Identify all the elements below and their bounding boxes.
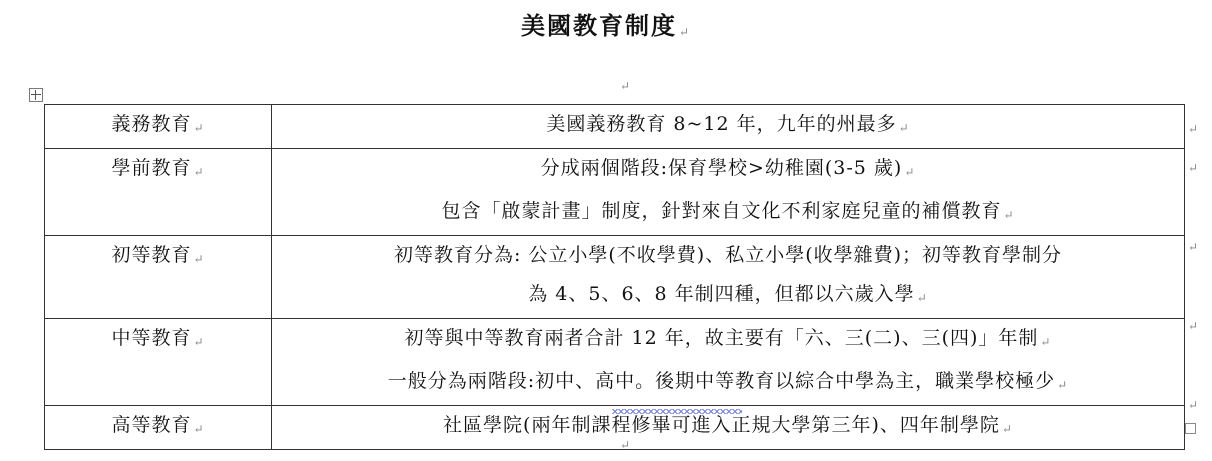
row-label: 高等教育 xyxy=(111,414,192,436)
title-text: 美國教育制度 xyxy=(520,11,677,40)
row-label-cell[interactable] xyxy=(45,105,272,149)
row-description-cell[interactable] xyxy=(272,105,1185,149)
description-line: 初等教育分為: 公立小學(不收學費)、私立小學(收學雜費)；初等教育學制分 xyxy=(393,244,1063,266)
paragraph-mark: ↵ xyxy=(898,121,910,135)
end-of-row-mark: ↵ xyxy=(1188,240,1199,254)
paragraph-mark: ↵ xyxy=(193,165,205,179)
table-row xyxy=(45,236,1185,319)
description-line: 一般分為兩階段:初中、高中。後期中等教育以綜合中學為主，職業學校極少 xyxy=(387,370,1056,392)
row-label-cell[interactable] xyxy=(45,236,272,319)
paragraph-mark: ↵ xyxy=(904,165,916,179)
row-label-cell[interactable] xyxy=(45,319,272,406)
description-line: 社區學院(兩年制課程修畢可進入正規大學第三年)、四年制學院 xyxy=(443,414,1000,436)
paragraph-mark: ↵ xyxy=(1057,378,1069,392)
paragraph-mark: ↵ xyxy=(916,291,928,305)
row-description-cell[interactable] xyxy=(272,149,1185,236)
description-line: 包含「啟蒙計畫」制度，針對來自文化不利家庭兒童的補償教育 xyxy=(441,200,1002,222)
row-label: 義務教育 xyxy=(111,113,192,135)
row-label-cell[interactable] xyxy=(45,406,272,450)
empty-paragraph-mark: ↵ xyxy=(620,79,631,93)
document-title xyxy=(0,6,1212,52)
paragraph-mark: ↵ xyxy=(193,252,205,266)
paragraph-mark: ↵ xyxy=(193,422,205,436)
end-of-row-mark: ↵ xyxy=(1188,161,1199,175)
description-line: 初等與中等教育兩者合計 12 年，故主要有「六、三(二)、三(四)」年制 xyxy=(404,327,1039,349)
end-of-row-mark: ↵ xyxy=(1188,319,1199,333)
table-move-handle-icon[interactable] xyxy=(29,88,43,102)
table-row xyxy=(45,319,1185,406)
description-line: 美國義務教育 8~12 年，九年的州最多 xyxy=(546,113,897,135)
education-system-table xyxy=(44,104,1185,450)
description-line: 分成兩個階段:保育學校>幼稚園(3-5 歲) xyxy=(540,157,903,179)
row-label: 學前教育 xyxy=(111,157,192,179)
grammar-check-underline[interactable] xyxy=(612,409,742,414)
row-label-cell[interactable] xyxy=(45,149,272,236)
table-row xyxy=(45,149,1185,236)
row-description-cell[interactable] xyxy=(272,236,1185,319)
end-of-row-mark: ↵ xyxy=(1188,122,1199,136)
paragraph-mark: ↵ xyxy=(193,335,205,349)
paragraph-mark: ↵ xyxy=(678,25,692,39)
table-resize-handle-icon[interactable] xyxy=(1185,423,1196,434)
paragraph-mark: ↵ xyxy=(1040,335,1052,349)
description-line: 為 4、5、6、8 年制四種，但都以六歲入學 xyxy=(528,283,915,305)
row-label: 中等教育 xyxy=(111,327,192,349)
end-of-row-mark: ↵ xyxy=(1188,398,1199,412)
row-description-cell[interactable] xyxy=(272,319,1185,406)
paragraph-mark: ↵ xyxy=(193,121,205,135)
paragraph-mark: ↵ xyxy=(1001,422,1013,436)
empty-paragraph-mark: ↵ xyxy=(620,438,631,452)
table-row xyxy=(45,105,1185,149)
row-label: 初等教育 xyxy=(111,244,192,266)
paragraph-mark: ↵ xyxy=(1003,208,1015,222)
